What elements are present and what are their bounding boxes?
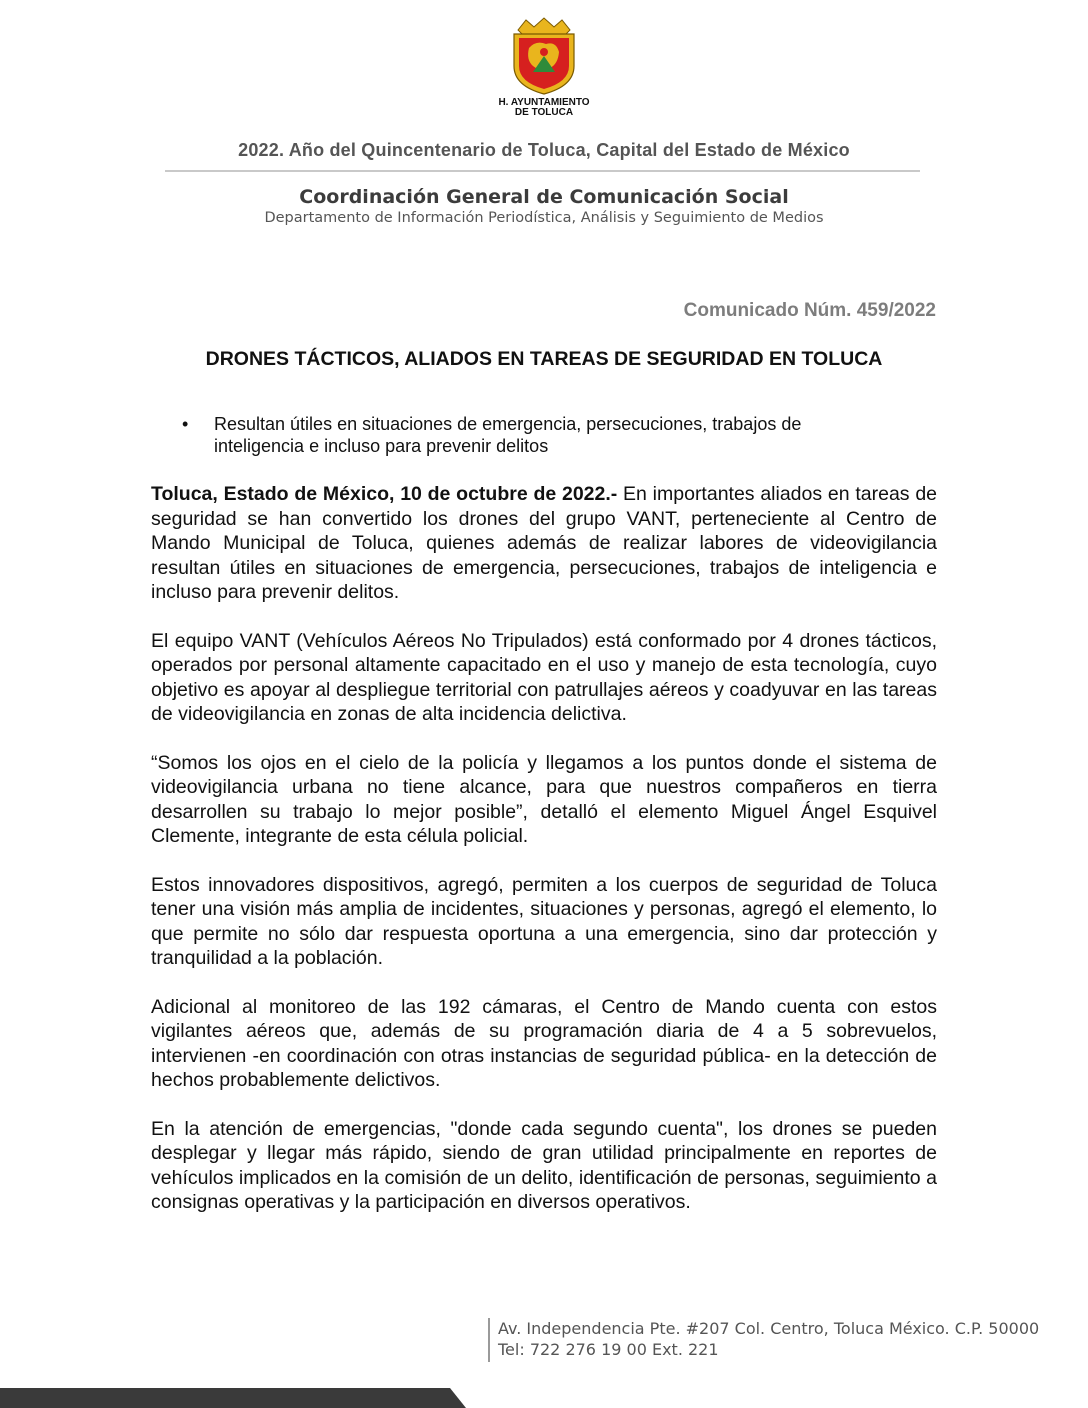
footer-phone: Tel: 722 276 19 00 Ext. 221	[498, 1340, 719, 1359]
paragraph-3: “Somos los ojos en el cielo de la policía y llegamos a los puntos donde el sistema de videovigilancia urbana no tiene alcance, para que nuestros compañeros en tierra desarrollen su trabajo lo mejor posible”, detalló el elemento Miguel Ángel Esquivel Clemente, integrante de esta célula policial.	[151, 751, 937, 847]
headline: DRONES TÁCTICOS, ALIADOS EN TAREAS DE SEGURIDAD EN TOLUCA	[205, 348, 883, 370]
paragraph-5: Adicional al monitoreo de las 192 cámaras, el Centro de Mando cuenta con estos vigilantes aéreos que, además de su programación diaria de 4 a 5 sobrevuelos, intervienen -en coordinación con otras instancias de seguridad pública- en la detección de hechos probablemente delictivos.	[151, 995, 937, 1091]
annual-motto: 2022. Año del Quincentenario de Toluca, Capital del Estado de México	[238, 140, 850, 160]
header-divider	[165, 170, 920, 172]
toluca-crest-logo	[488, 16, 600, 120]
logo-text-line1: H. AYUNTAMIENTO	[498, 97, 590, 108]
bottom-decorative-band	[0, 1388, 1088, 1408]
logo-text-line2: DE TOLUCA	[514, 107, 574, 118]
bullet-icon: •	[182, 414, 189, 434]
paragraph-2: El equipo VANT (Vehículos Aéreos No Tripulados) está conformado por 4 drones tácticos, operados por personal altamente capacitado en el uso y manejo de esta tecnología, cuyo objetivo es apoyar al despliegue territorial con patrullajes aéreos y coadyuvar en las tareas de videovigilancia en zonas de alta incidencia delictiva.	[151, 629, 937, 725]
coat-of-arms-icon	[488, 16, 600, 96]
paragraph-6: En la atención de emergencias, "donde cada segundo cuenta", los drones se pueden desplegar y llegar más rápido, siendo de gran utilidad principalmente en reportes de vehículos implicados en la comisión de un delito, identificación de personas, seguimiento a consignas operativas y la participación en diversos operativos.	[151, 1117, 937, 1213]
paragraph-1-text: En importantes aliados en tareas de seguridad se han convertido los drones del grupo VANT, perteneciente al Centro de Mando Municipal de Toluca, quienes además de realizar labores de videovigilancia resultan útiles en situaciones de emergencia, persecuciones, trabajos de inteligencia e incluso para prevenir delitos.	[151, 483, 938, 603]
communique-number: Comunicado Núm. 459/2022	[683, 300, 936, 321]
paragraph-1	[151, 482, 937, 605]
article-body	[151, 482, 937, 1239]
department-subtitle: Departamento de Información Periodística, Análisis y Seguimiento de Medios	[264, 210, 824, 226]
dateline: Toluca, Estado de México, 10 de octubre de 2022.-	[151, 483, 618, 505]
footer-address: Av. Independencia Pte. #207 Col. Centro, Toluca México. C.P. 50000	[498, 1319, 1040, 1338]
paragraph-4: Estos innovadores dispositivos, agregó, permiten a los cuerpos de seguridad de Toluca tener una visión más amplia de incidentes, situaciones y personas, agregó el elemento, lo que permite no sólo dar respuesta oportuna a una emergencia, sino dar protección y tranquilidad a la población.	[151, 873, 937, 969]
summary-bullet: Resultan útiles en situaciones de emergencia, persecuciones, trabajos de inteligencia e incluso para prevenir delitos	[214, 414, 802, 456]
footer-divider	[488, 1318, 490, 1362]
department-title: Coordinación General de Comunicación Social	[299, 186, 789, 208]
